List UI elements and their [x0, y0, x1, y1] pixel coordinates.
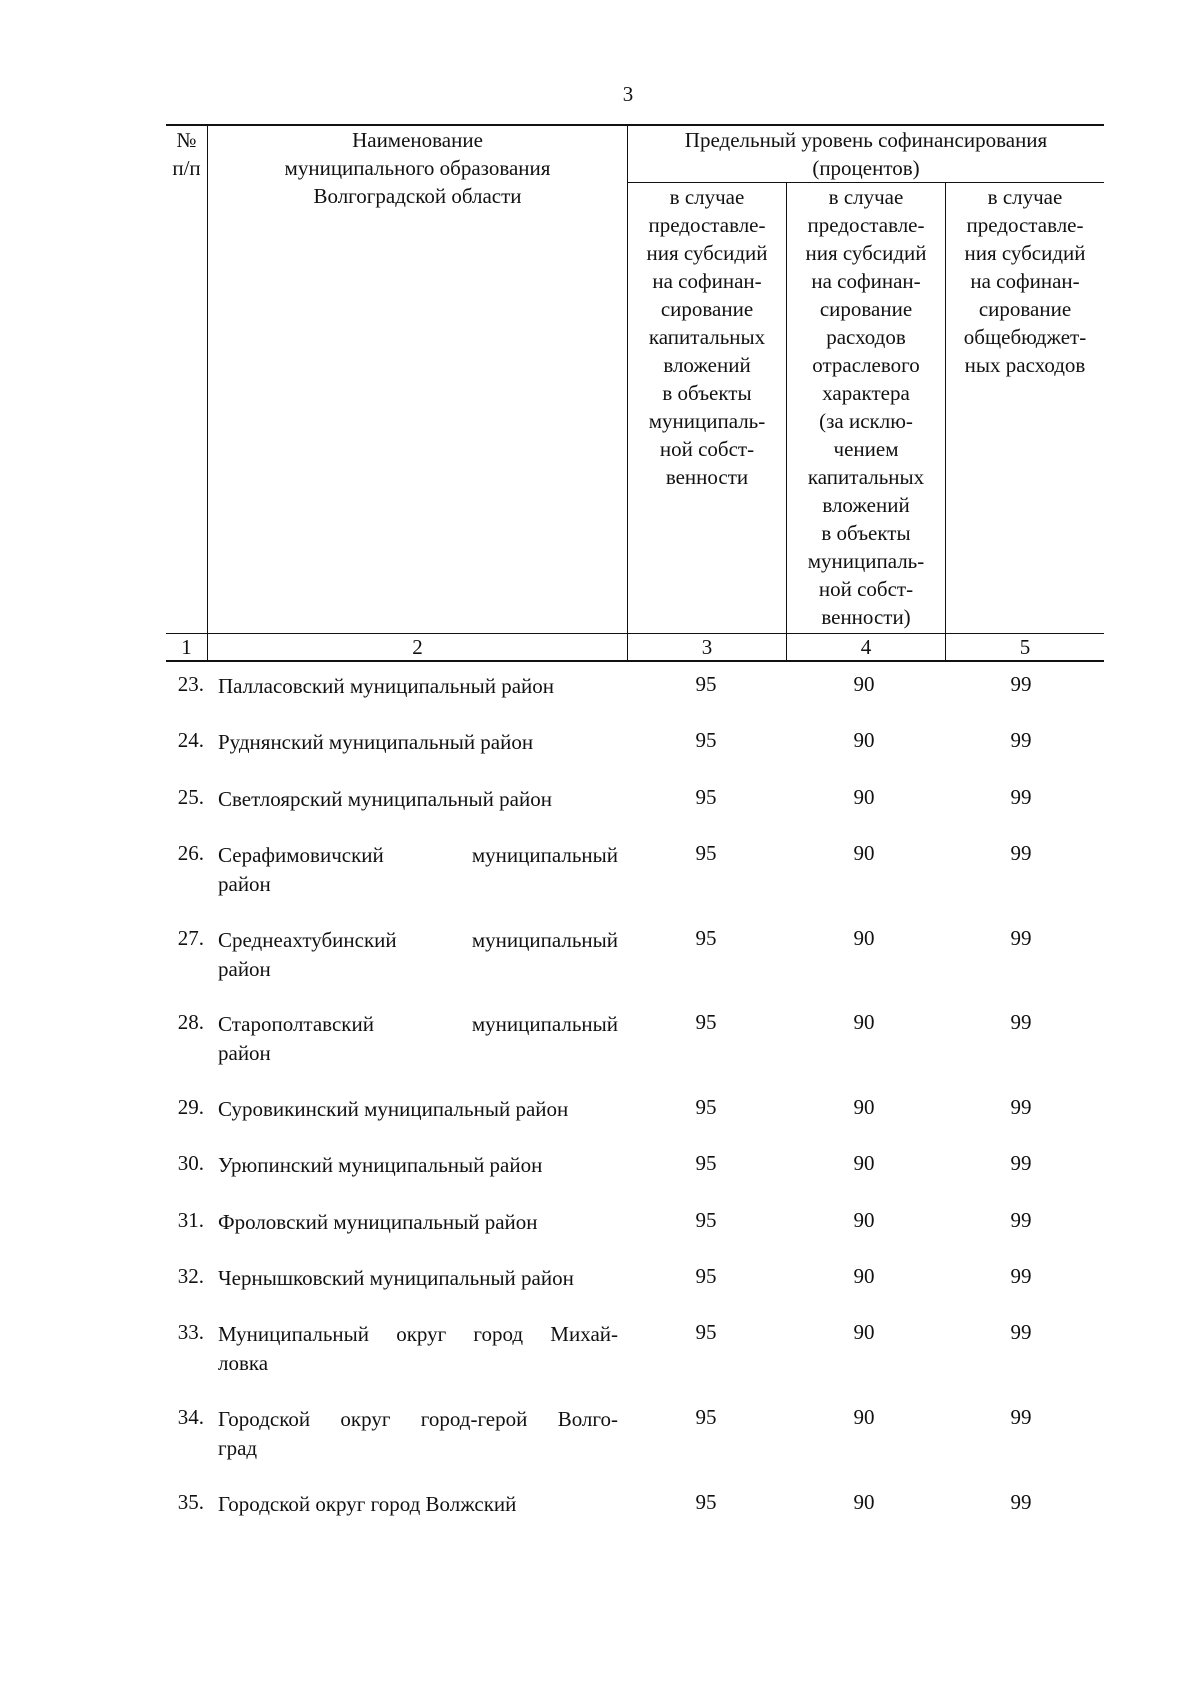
table-row — [166, 1405, 1106, 1465]
value-general: 99 — [1010, 926, 1032, 950]
value-general: 99 — [1010, 1320, 1032, 1344]
row-number: 30. — [177, 1151, 204, 1175]
row-number: 24. — [177, 728, 204, 752]
row-number: 31. — [177, 1208, 204, 1232]
table-row — [166, 728, 1106, 788]
header-sectoral-expenses: в случае предоставле- ния субсидий на софинан- сирование расходов отраслевого характера (за исклю- чением капитальных вложений в объекты муниципаль- ной собст- венности) — [787, 183, 946, 634]
header-general-expenses: в случае предоставле- ния субсидий на софинан- сирование общебюджет- ных расходов — [946, 183, 1105, 634]
value-sectoral: 90 — [853, 1208, 875, 1232]
header-capital-investments: в случае предоставле- ния субсидий на софинан- сирование капитальных вложений в объекты муниципаль- ной собст- венности — [628, 183, 787, 634]
value-capital: 95 — [695, 785, 717, 809]
municipality-name: Суровикинский муниципальный район — [218, 1097, 569, 1121]
municipality-name-line: Серафимовичский муниципальный — [218, 843, 618, 867]
municipality-name-line: Среднеахтубинский муниципальный — [218, 928, 618, 952]
row-number: 25. — [177, 785, 204, 809]
value-sectoral: 90 — [853, 785, 875, 809]
table-row — [166, 1208, 1106, 1268]
column-number-2: 2 — [208, 634, 628, 662]
value-sectoral: 90 — [853, 926, 875, 950]
value-capital: 95 — [695, 1405, 717, 1429]
municipality-name — [218, 841, 618, 899]
value-capital: 95 — [695, 1264, 717, 1288]
row-number: 32. — [177, 1264, 204, 1288]
municipality-name — [218, 926, 618, 984]
column-number-3: 3 — [628, 634, 787, 662]
value-sectoral: 90 — [853, 728, 875, 752]
header-name-column: Наименование муниципального образования Волгоградской области — [208, 125, 628, 634]
municipality-name-line: район — [218, 1041, 271, 1065]
municipality-name: Руднянский муниципальный район — [218, 730, 534, 754]
value-sectoral: 90 — [853, 1010, 875, 1034]
table-row — [166, 1264, 1106, 1324]
value-general: 99 — [1010, 1264, 1032, 1288]
value-sectoral: 90 — [853, 672, 875, 696]
value-sectoral: 90 — [853, 1405, 875, 1429]
column-number-4: 4 — [787, 634, 946, 662]
value-general: 99 — [1010, 1208, 1032, 1232]
municipality-name-line: район — [218, 872, 271, 896]
row-number: 27. — [177, 926, 204, 950]
value-sectoral: 90 — [853, 1151, 875, 1175]
row-number: 26. — [177, 841, 204, 865]
municipality-name-line: Старополтавский муниципальный — [218, 1012, 618, 1036]
table-row — [166, 1010, 1106, 1070]
municipality-name-line: Городской округ город-герой Волго- — [218, 1407, 618, 1431]
table-row — [166, 1490, 1106, 1550]
value-sectoral: 90 — [853, 1095, 875, 1119]
row-number: 33. — [177, 1320, 204, 1344]
row-number: 28. — [177, 1010, 204, 1034]
value-sectoral: 90 — [853, 1264, 875, 1288]
municipality-name: Светлоярский муниципальный район — [218, 787, 552, 811]
table-row — [166, 1320, 1106, 1380]
value-capital: 95 — [695, 728, 717, 752]
value-capital: 95 — [695, 1151, 717, 1175]
column-number-1: 1 — [166, 634, 208, 662]
table-row — [166, 1095, 1106, 1155]
municipality-name: Палласовский муниципальный район — [218, 674, 554, 698]
value-sectoral: 90 — [853, 1490, 875, 1514]
municipality-name — [218, 1010, 618, 1068]
table-row — [166, 926, 1106, 986]
municipality-name: Чернышковский муниципальный район — [218, 1266, 574, 1290]
value-capital: 95 — [695, 1320, 717, 1344]
value-sectoral: 90 — [853, 841, 875, 865]
value-general: 99 — [1010, 1151, 1032, 1175]
value-general: 99 — [1010, 1405, 1032, 1429]
header-cofinancing-group: Предельный уровень софинансирования (процентов) — [628, 125, 1105, 183]
value-general: 99 — [1010, 1490, 1032, 1514]
table-row — [166, 1151, 1106, 1211]
value-capital: 95 — [695, 1208, 717, 1232]
municipality-name-line: ловка — [218, 1351, 269, 1375]
municipality-name: Фроловский муниципальный район — [218, 1210, 538, 1234]
value-capital: 95 — [695, 841, 717, 865]
municipality-name — [218, 1320, 618, 1378]
value-capital: 95 — [695, 672, 717, 696]
row-number: 29. — [177, 1095, 204, 1119]
value-capital: 95 — [695, 926, 717, 950]
value-general: 99 — [1010, 841, 1032, 865]
value-capital: 95 — [695, 1490, 717, 1514]
value-general: 99 — [1010, 728, 1032, 752]
municipality-name-line: град — [218, 1436, 258, 1460]
value-capital: 95 — [695, 1010, 717, 1034]
value-general: 99 — [1010, 672, 1032, 696]
table-row — [166, 672, 1106, 732]
row-number: 34. — [177, 1405, 204, 1429]
row-number: 35. — [177, 1490, 204, 1514]
table-header — [166, 124, 1104, 662]
value-capital: 95 — [695, 1095, 717, 1119]
value-general: 99 — [1010, 785, 1032, 809]
value-sectoral: 90 — [853, 1320, 875, 1344]
header-number-column: № п/п — [166, 125, 208, 634]
municipality-name-line: район — [218, 957, 271, 981]
municipality-name: Урюпинский муниципальный район — [218, 1153, 543, 1177]
page-number: 3 — [622, 82, 634, 106]
municipality-name — [218, 1405, 618, 1463]
value-general: 99 — [1010, 1095, 1032, 1119]
value-general: 99 — [1010, 1010, 1032, 1034]
municipality-name-line: Муниципальный округ город Михай- — [218, 1322, 618, 1346]
row-number: 23. — [177, 672, 204, 696]
municipality-name: Городской округ город Волжский — [218, 1492, 517, 1516]
column-number-5: 5 — [946, 634, 1105, 662]
table-row — [166, 785, 1106, 845]
table-row — [166, 841, 1106, 901]
